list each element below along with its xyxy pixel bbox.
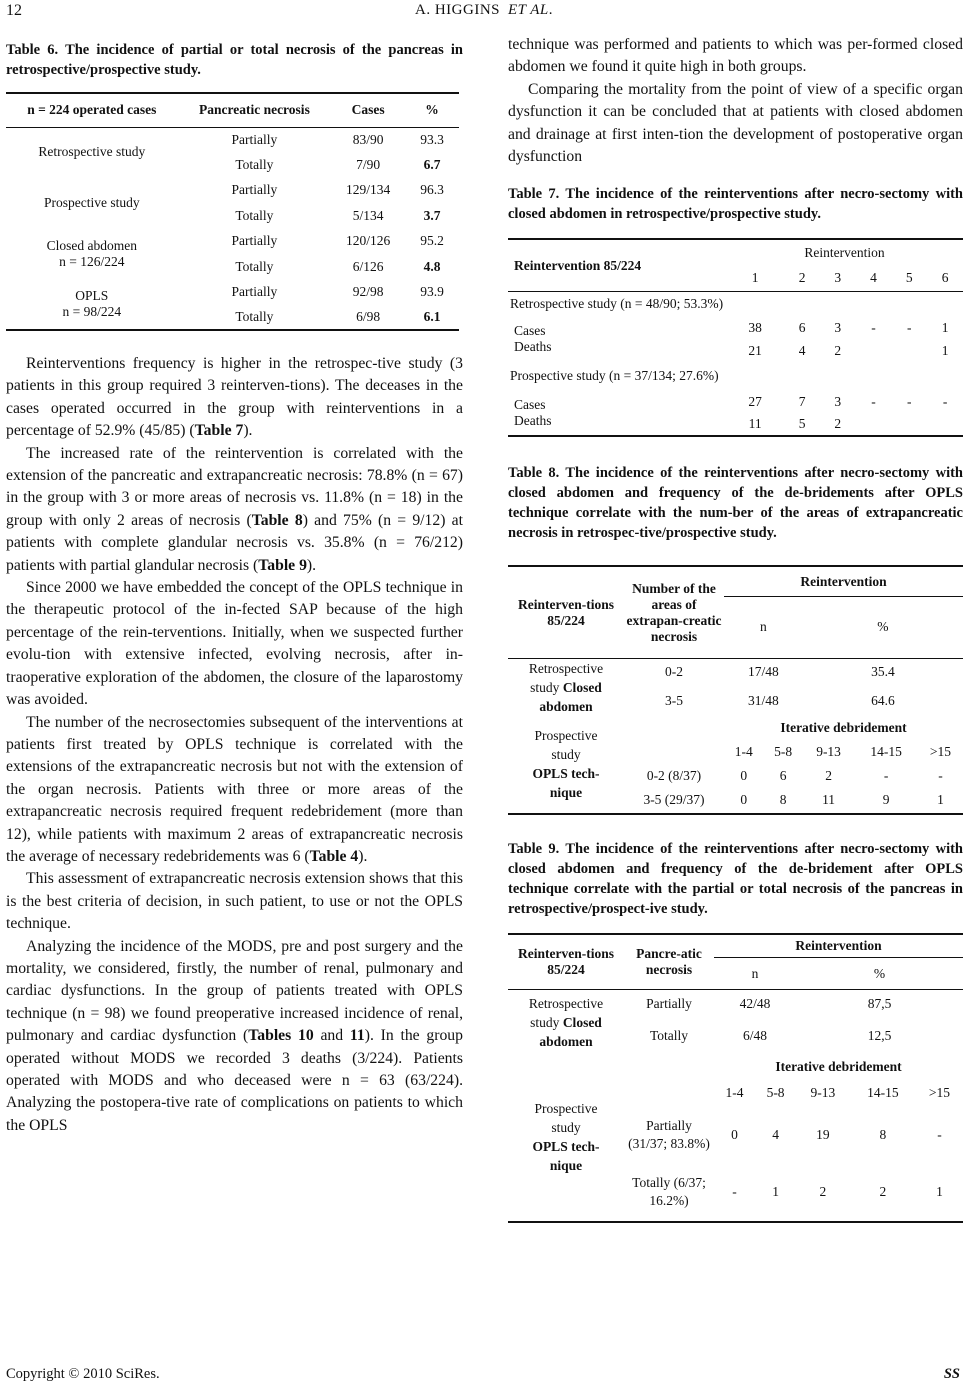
table-reference-link[interactable]: Table 4: [309, 847, 359, 865]
label-line: study: [551, 1120, 581, 1136]
table-header-cell: n: [760, 619, 767, 635]
table-header-cell: Reintervention: [724, 566, 963, 596]
table9: [508, 933, 963, 1223]
label-line: OPLS tech-: [532, 1139, 600, 1155]
table-cell: 6/48: [743, 1027, 768, 1043]
table-cell: 0: [731, 1126, 738, 1142]
table-cell: Partially (31/37; 83.8%): [628, 1117, 710, 1151]
table-row: [508, 716, 963, 740]
table-cell: 5-8: [766, 1084, 785, 1100]
group-label-line: n = 98/224: [62, 304, 122, 319]
table-row: [508, 1054, 963, 1080]
table-cell: Totally: [235, 309, 274, 324]
table-cell: 14-15: [870, 743, 902, 759]
table-cell: 6/126: [352, 258, 384, 274]
table-cell: [891, 413, 927, 436]
table-header-cell: Pancreatic necrosis: [178, 93, 332, 127]
table-cell: Iterative debridement: [775, 1058, 902, 1074]
table-header-cell: Reintervention: [804, 244, 885, 260]
table-cell: 3.7: [423, 207, 441, 223]
table-cell: 12,5: [867, 1027, 892, 1043]
table-row: [508, 316, 963, 339]
label-line: abdomen: [539, 1033, 593, 1049]
table-cell: -: [871, 319, 876, 335]
table6: [6, 92, 459, 331]
text-run: The increased rate of the reintervention is correlated with the extension of the pancreatic and extrapancreatic necrosis: 78.8% (n = 67) in the group with 3 or more areas of necrosis vs. 11.8% (n = 18) in the group with only 2 areas of necrosis (: [6, 444, 463, 529]
table8-pro-label: [508, 716, 624, 814]
table-reference-link[interactable]: Tables 10: [248, 1027, 314, 1045]
table-cell: 31/48: [748, 692, 779, 708]
table-cell: 1: [937, 792, 944, 808]
table-cell: 6/98: [356, 309, 381, 324]
table6-group-label: [6, 228, 178, 279]
table-cell: >15: [928, 1084, 951, 1100]
table-header-cell: Number of the areas of extrapan-creatic necrosis: [624, 566, 724, 658]
table-cell: [856, 339, 892, 362]
table-row: [6, 279, 459, 305]
table-header-cell: Reintervention: [714, 934, 963, 958]
table-cell: 19: [816, 1126, 830, 1142]
table-cell: -: [871, 393, 876, 409]
table-header-cell: %: [873, 965, 886, 981]
table-cell: -: [883, 767, 889, 783]
table-cell: 1: [941, 342, 949, 358]
page-number: 12: [6, 2, 22, 19]
table-row: [508, 990, 963, 1018]
table-cell: 6.7: [423, 156, 441, 172]
table-cell: 27: [748, 393, 762, 409]
table-cell: 2: [819, 1184, 827, 1200]
table-header-cell: 4: [870, 270, 877, 286]
table8-caption: Table 8. The incidence of the reinterventions after necro-sectomy with closed abdomen and frequency of the de-bridements after OPLS technique correlate with the num-ber of the areas of extrapancreatic necrosis in retrospec-tive/prospective study.: [508, 465, 963, 542]
table9-header-row: [508, 934, 963, 958]
table-cell: 17/48: [748, 664, 779, 680]
table-cell: 64.6: [871, 692, 895, 708]
table-cell: -: [732, 1184, 737, 1200]
table-cell: Partially: [231, 131, 278, 147]
table-reference-link[interactable]: Table 9: [258, 556, 307, 574]
table-header-cell: n = 224 operated cases: [6, 93, 178, 127]
label-line: Deaths: [514, 339, 552, 355]
table6-group-label: Retrospective study: [38, 144, 146, 160]
table-cell: 9: [882, 792, 890, 808]
table-cell: 3: [834, 319, 842, 335]
table-reference-link[interactable]: Table 7: [194, 422, 244, 440]
table-cell: Totally (6/37; 16.2%): [632, 1175, 706, 1209]
label-line: [510, 1013, 622, 1032]
table8: [508, 565, 963, 815]
table-cell: Partially: [231, 284, 278, 299]
table-cell: 35.4: [871, 664, 895, 680]
table-cell: 5: [798, 416, 806, 432]
table-cell: Partially: [646, 996, 692, 1012]
cases-deaths-label: [508, 316, 726, 362]
table-cell: 9-13: [810, 1084, 836, 1100]
table-cell: 1: [772, 1184, 779, 1200]
table-cell: 6.1: [423, 309, 441, 324]
table-row: [508, 362, 963, 390]
table-cell: 6: [798, 319, 806, 335]
paragraph: technique was performed and patients to which was per-formed closed abdomen we found it quite high in both groups.: [508, 36, 963, 76]
table7-pro-label: Prospective study (n = 37/134; 27.6%): [510, 368, 719, 384]
table-cell: 2: [879, 1184, 887, 1200]
table-cell: 1: [941, 319, 949, 335]
table9-pro-label: [508, 1054, 624, 1222]
table-cell: Partially: [231, 182, 278, 197]
table7-caption: Table 7. The incidence of the reinterventions after necro-sectomy with closed abdomen in retrospective/prospective study.: [508, 186, 963, 223]
text-run: and: [313, 1027, 350, 1045]
paragraph: [6, 353, 463, 443]
table-cell: [891, 339, 927, 362]
text-run: ).: [243, 422, 253, 440]
table-header-cell: Cases: [331, 93, 405, 127]
table-cell: 6: [779, 767, 787, 783]
table-cell: 83/90: [352, 131, 384, 147]
table-header-cell: 3: [834, 270, 842, 286]
table-cell: 1-4: [725, 1084, 744, 1100]
table-header-cell: 2: [798, 270, 806, 286]
table-cell: 0: [740, 767, 748, 783]
table-cell: 3: [834, 393, 842, 409]
table-row: [508, 291, 963, 316]
paragraph: This assessment of extrapancreatic necrosis extension shows that this is the best criteria of decision, in such patient, to use or not the OPLS technique.: [6, 870, 463, 933]
table-cell: 2: [825, 767, 832, 783]
running-head: [0, 2, 968, 19]
table7-retro-label: Retrospective study (n = 48/90; 53.3%): [510, 296, 724, 312]
label-line: Prospective: [534, 1101, 598, 1117]
paragraph: Since 2000 we have embedded the concept of the OPLS technique in the therapeutic protocol of the in-fected SAP because of the high percentage of the rein-terventions. Initially, when we suspected further evolu-tion with extensive infected, evolving necrosis, after in-traoperative exploration of the abdomen, the closure of the laparostomy was avoided.: [6, 579, 463, 709]
table-cell: -: [937, 1126, 942, 1142]
table-cell: 95.2: [420, 233, 444, 248]
table-cell: 4: [798, 342, 806, 358]
table-reference-link[interactable]: Table 8: [251, 511, 303, 529]
table-cell: 0-2 (8/37): [646, 767, 702, 783]
table-cell: 1-4: [734, 743, 753, 759]
table-cell: >15: [929, 743, 951, 759]
label-line: Cases: [514, 323, 546, 339]
text-run: ).: [358, 847, 368, 865]
label-part: Closed: [562, 679, 602, 695]
running-head-dot: .: [548, 2, 553, 18]
running-head-etal: ET AL: [508, 2, 549, 18]
table-cell: 11: [822, 792, 836, 808]
table-cell: 93.9: [420, 284, 444, 299]
table-cell: Partially: [231, 233, 278, 248]
paragraph: Comparing the mortality from the point of view of a specific organ dysfunction it can be concluded that at patients with closed abdomen and drainage at first inten-tion the development of postoperative organ dysfunction: [508, 80, 963, 166]
table-cell: 87,5: [867, 996, 892, 1012]
table-cell: -: [938, 767, 943, 783]
table-cell: 2: [834, 416, 842, 432]
table-cell: [927, 413, 963, 436]
table-cell: 129/134: [346, 182, 391, 197]
label-part: study: [530, 679, 560, 695]
table-reference-link[interactable]: 11: [349, 1027, 365, 1045]
text-run: ) and 75% (n = 9/12) at patients with complete glandular necrosis vs. 35.8% (n = 76/212) patients with partial glandular necrosis (: [6, 511, 464, 574]
label-line: Deaths: [514, 412, 552, 428]
group-label-line: OPLS: [75, 288, 109, 303]
table-header-cell: 6: [941, 270, 949, 286]
table-cell: -: [907, 319, 912, 335]
group-label-line: Closed abdomen: [46, 237, 137, 253]
journal-abbrev: SS: [943, 1366, 960, 1382]
right-column: [508, 36, 963, 1223]
label-line: study: [551, 747, 581, 763]
table-cell: -: [907, 393, 912, 409]
text-run: The number of the necrosectomies subsequent of the interventions at patients first treated by OPLS technique is correlated with the extensions of the extrapancreatic necrosis but not with the extension of the organ necrosis. Patients with three or more areas of the extrapancreatic necrosis required frequent redebridement (more than 12), while patients with maximum 2 areas of extrapancreatic necrosis the average of necessary redebridements was 6 (: [6, 713, 463, 865]
table-cell: 4.8: [423, 258, 441, 274]
table-cell: 5/134: [352, 207, 384, 223]
table-cell: 9-13: [816, 743, 841, 759]
paragraph: [6, 936, 463, 1138]
table-row: [508, 390, 963, 413]
table-cell: Totally: [649, 1027, 689, 1043]
table-cell: 92/98: [352, 284, 384, 299]
label-line: abdomen: [539, 698, 593, 714]
text-run: ).: [306, 556, 317, 574]
text-run: ). In the group operated without MODS we recorded 3 deaths (3/224). Patients operated with MODS and who deceased were n = 63 (63/224). Analyzing the postopera-tive rate of complications on patients to which the OPLS: [6, 1027, 463, 1134]
table8-retro-label: [508, 658, 624, 716]
label-line: Retrospective: [528, 660, 604, 676]
table6-header-row: [6, 93, 459, 127]
table-header-cell: n: [751, 965, 759, 981]
table-cell: 5-8: [774, 743, 793, 759]
table-cell: 1: [936, 1184, 943, 1200]
running-head-author: A. HIGGINS: [415, 2, 501, 18]
table-cell: 21: [748, 342, 762, 358]
table-header-cell: Reinterven-tions 85/224: [508, 566, 624, 658]
table-cell: 2: [834, 342, 842, 358]
label-line: [510, 678, 622, 697]
table-cell: 14-15: [867, 1084, 899, 1100]
table-row: [6, 228, 459, 254]
table9-retro-label: [508, 990, 624, 1054]
table-cell: Iterative debridement: [780, 719, 907, 735]
table9-caption: Table 9. The incidence of the reinterventions after necro-sectomy with closed abdomen and frequency of the de-bridement after OPLS technique correlate with the partial or total necrosis of the pancreas in retrospective/prospect-ive study.: [508, 840, 963, 917]
label-part: study: [530, 1014, 560, 1030]
table-cell: 8: [779, 792, 787, 808]
label-line: Retrospective: [528, 995, 604, 1011]
table-cell: 38: [748, 319, 762, 335]
table-cell: Totally: [235, 207, 274, 223]
table-cell: 93.3: [420, 131, 444, 147]
text-run: Reinterventions frequency is higher in the retrospec-tive study (3 patients in this group required 3 reinterven-tions). The deceases in the cases operated occurred in the group with reinterventions in a percentage of 52.9% (45/85) (: [6, 355, 463, 440]
copyright-notice: Copyright © 2010 SciRes.: [6, 1366, 160, 1382]
text-run: Analyzing the incidence of the MODS, pre and post surgery and the mortality, we considered, firstly, the number of renal, pulmonary and cardiac dysfunctions. In the group of patients treated with OPLS technique (n = 98) we found preoperative increased incidence of renal, pulmonary and cardiac dysfunction (: [6, 937, 463, 1045]
table-cell: 3-5 (29/37): [643, 792, 705, 808]
table-cell: Totally: [235, 156, 274, 172]
label-line: nique: [549, 785, 583, 801]
table-header-cell: %: [877, 619, 889, 635]
table-cell: 3-5: [665, 692, 683, 708]
left-column: [6, 40, 463, 1137]
table8-header-row: [508, 566, 963, 596]
table-cell: 8: [879, 1126, 887, 1142]
table-cell: Totally: [235, 258, 274, 274]
table-header-cell: Reintervention 85/224: [508, 239, 726, 291]
cases-deaths-label: [508, 390, 726, 436]
table-cell: 7: [798, 393, 806, 409]
table-row: [508, 658, 963, 685]
table-header-cell: 5: [905, 270, 913, 286]
table-cell: 0-2: [665, 664, 683, 680]
table-row: [6, 177, 459, 203]
label-line: Cases: [514, 396, 546, 412]
table-cell: 4: [772, 1126, 779, 1142]
label-line: OPLS tech-: [532, 766, 600, 782]
paragraph: [6, 712, 463, 869]
table-cell: 7/90: [356, 156, 381, 172]
table-cell: 42/48: [739, 996, 771, 1012]
table-header-cell: %: [405, 93, 459, 127]
table6-group-label: [6, 279, 178, 330]
table-cell: [856, 413, 892, 436]
table-cell: 11: [748, 416, 762, 432]
label-line: nique: [549, 1158, 583, 1174]
table-header-cell: Reinterven-tions 85/224: [508, 934, 624, 990]
table-row: [6, 127, 459, 152]
table-header-cell: 1: [751, 270, 759, 286]
group-label-line: n = 126/224: [59, 253, 125, 269]
table-header-cell: Pancre-atic necrosis: [624, 934, 714, 990]
paragraph: [6, 443, 463, 577]
table7: [508, 238, 963, 437]
table6-caption: Table 6. The incidence of partial or total necrosis of the pancreas in retrospective/prospective study.: [6, 42, 463, 78]
table-cell: 0: [740, 792, 748, 808]
label-line: Prospective: [534, 728, 598, 744]
table7-header-row: [508, 239, 963, 265]
table6-group-label: Prospective study: [43, 194, 140, 210]
table-cell: 120/126: [346, 233, 391, 248]
label-part: Closed: [562, 1014, 602, 1030]
table-cell: -: [942, 393, 948, 409]
table-cell: 96.3: [420, 182, 444, 197]
